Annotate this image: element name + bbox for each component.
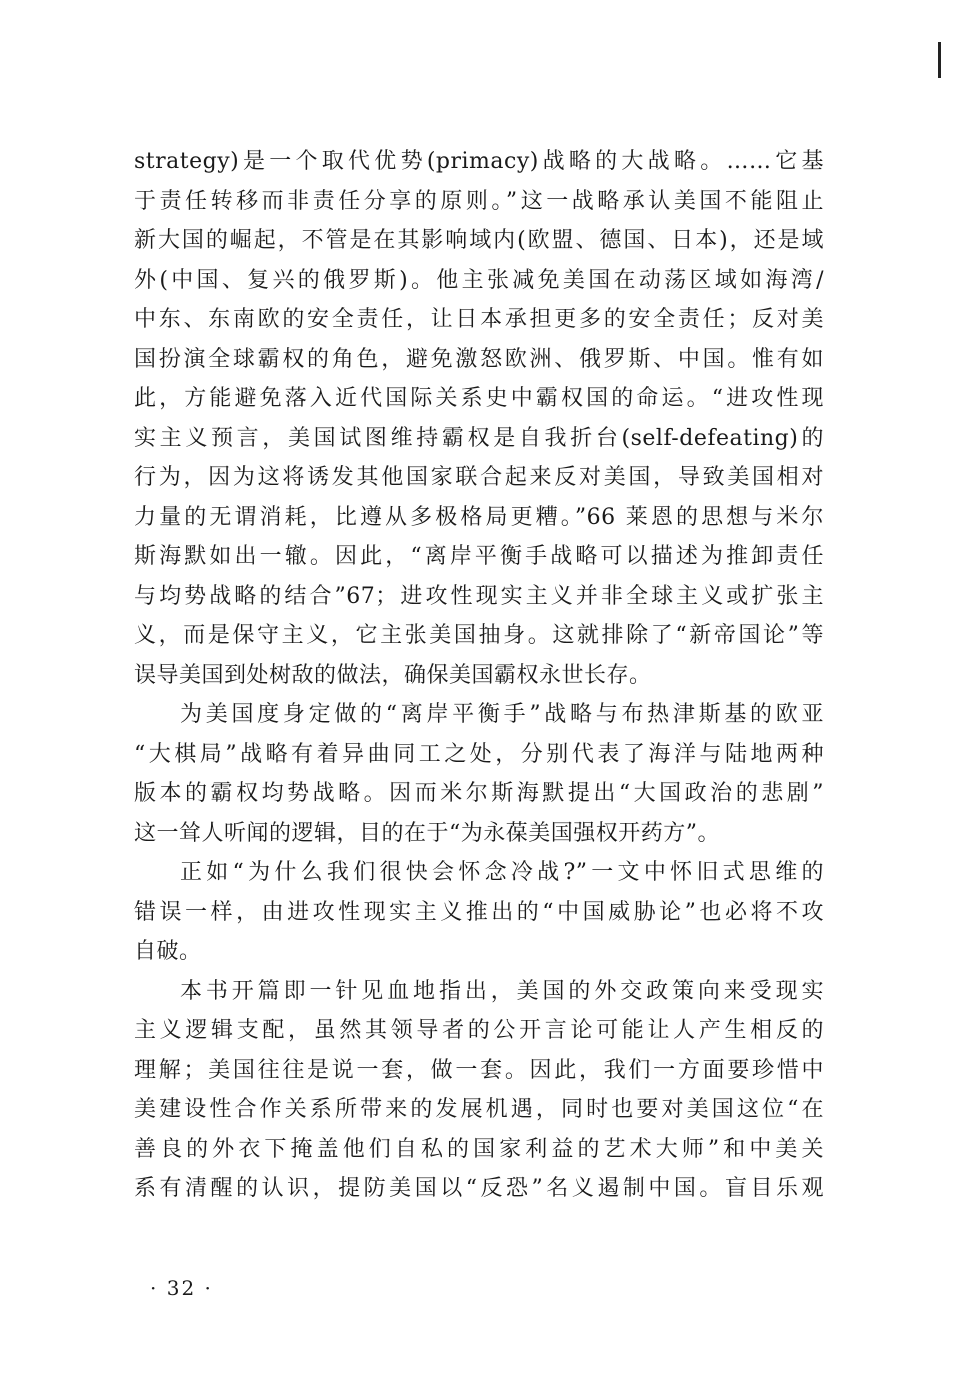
text-line: 于责任转移而非责任分享的原则。”这一战略承认美国不能阻止 <box>134 188 824 214</box>
text-line: 这一耸人听闻的逻辑，目的在于“为永葆美国强权开药方”。 <box>134 820 720 846</box>
text-line: 行为，因为这将诱发其他国家联合起来反对美国，导致美国相对 <box>134 465 824 490</box>
text-line: 正如“为什么我们很快会怀念冷战?”一文中怀旧式思维的 <box>180 860 824 885</box>
text-line: 义，而是保守主义，它主张美国抽身。这就排除了“新帝国论”等 <box>134 623 824 648</box>
text-line: strategy)是一个取代优势(primacy)战略的大战略。……它基 <box>134 149 824 174</box>
page-number: · 32 · <box>150 1276 213 1300</box>
text-line: 国扮演全球霸权的角色，避免激怒欧洲、俄罗斯、中国。惟有如 <box>134 346 824 372</box>
text-line: “大棋局”战略有着异曲同工之处，分别代表了海洋与陆地两种 <box>134 741 824 767</box>
text-line: 本书开篇即一针见血地指出，美国的外交政策向来受现实 <box>180 978 824 1004</box>
page-edge-mark <box>938 42 941 78</box>
body-text <box>134 142 824 1209</box>
text-line: 系有清醒的认识，提防美国以“反恐”名义遏制中国。盲目乐观 <box>134 1176 824 1201</box>
text-line: 美建设性合作关系所带来的发展机遇，同时也要对美国这位“在 <box>134 1097 824 1122</box>
text-line: 自破。 <box>134 939 202 964</box>
text-line: 版本的霸权均势战略。因而米尔斯海默提出“大国政治的悲剧” <box>134 781 824 806</box>
text-line: 力量的无谓消耗，比遵从多极格局更糟。”66 莱恩的思想与米尔 <box>134 504 824 530</box>
text-line: 中东、东南欧的安全责任，让日本承担更多的安全责任；反对美 <box>134 307 824 332</box>
text-line: 为美国度身定做的“离岸平衡手”战略与布热津斯基的欧亚 <box>180 702 824 727</box>
text-line: 新大国的崛起，不管是在其影响域内(欧盟、德国、日本)，还是域 <box>134 228 824 253</box>
text-line: 主义逻辑支配，虽然其领导者的公开言论可能让人产生相反的 <box>134 1018 824 1043</box>
text-line: 误导美国到处树敌的做法，确保美国霸权永世长存。 <box>134 662 652 688</box>
text-line: 此，方能避免落入近代国际关系史中霸权国的命运。“进攻性现 <box>134 386 824 411</box>
text-line: 善良的外衣下掩盖他们自私的国家利益的艺术大师”和中美关 <box>134 1136 824 1162</box>
text-line: 与均势战略的结合”67；进攻性现实主义并非全球主义或扩张主 <box>134 583 824 609</box>
text-line: 实主义预言，美国试图维持霸权是自我折台(self-defeating)的 <box>134 425 824 451</box>
text-line: 外(中国、复兴的俄罗斯)。他主张减免美国在动荡区域如海湾/ <box>134 267 824 293</box>
text-line: 理解；美国往往是说一套，做一套。因此，我们一方面要珍惜中 <box>134 1057 824 1083</box>
text-line: 斯海默如出一辙。因此，“离岸平衡手战略可以描述为推卸责任 <box>134 544 824 569</box>
text-line: 错误一样，由进攻性现实主义推出的“中国威胁论”也必将不攻 <box>134 899 824 925</box>
